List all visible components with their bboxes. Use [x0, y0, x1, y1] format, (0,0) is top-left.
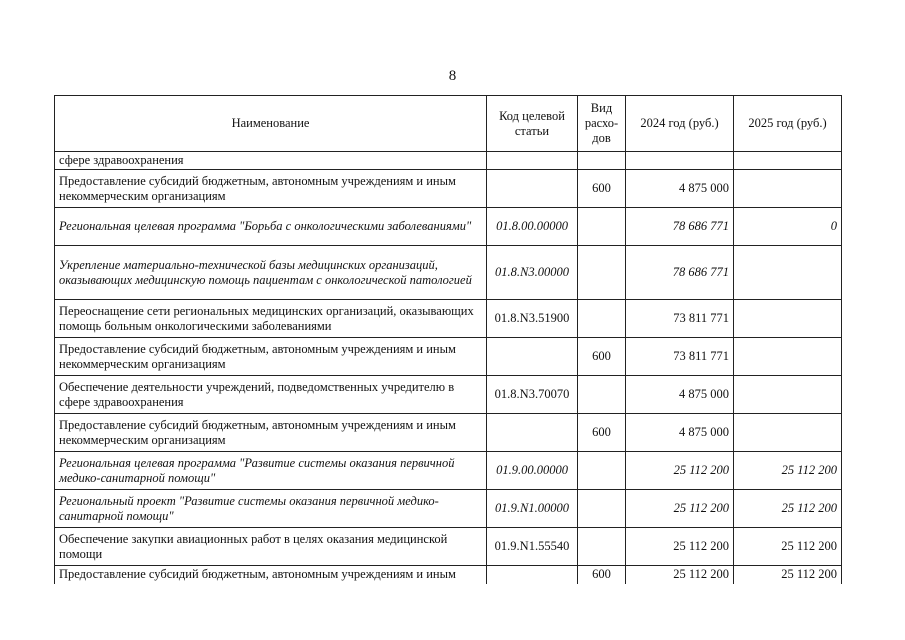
row-2024: 78 686 771 — [626, 246, 734, 300]
header-kind: Вид расхо-дов — [578, 96, 626, 152]
row-name: Региональная целевая программа "Борьба с онкологическими заболеваниями" — [55, 208, 487, 246]
header-code: Код целевой статьи — [487, 96, 578, 152]
row-kind — [578, 208, 626, 246]
row-2024: 73 811 771 — [626, 300, 734, 338]
header-2025: 2025 год (руб.) — [734, 96, 842, 152]
table-row — [55, 338, 842, 376]
row-2025: 25 112 200 — [734, 452, 842, 490]
row-kind: 600 — [578, 338, 626, 376]
row-kind — [578, 528, 626, 566]
table-row — [55, 490, 842, 528]
row-kind — [578, 490, 626, 528]
row-name: Предоставление субсидий бюджетным, автономным учреждениям и иным некоммерческим организациям — [55, 414, 487, 452]
row-code: 01.8.N3.70070 — [487, 376, 578, 414]
table-row — [55, 414, 842, 452]
row-code: 01.9.00.00000 — [487, 452, 578, 490]
row-2025 — [734, 152, 842, 170]
row-kind — [578, 246, 626, 300]
table-row — [55, 528, 842, 566]
row-code — [487, 152, 578, 170]
row-name: Обеспечение закупки авиационных работ в целях оказания медицинской помощи — [55, 528, 487, 566]
row-kind: 600 — [578, 414, 626, 452]
row-name: Региональный проект "Развитие системы оказания первичной медико-санитарной помощи" — [55, 490, 487, 528]
row-name: Предоставление субсидий бюджетным, автономным учреждениям и иным некоммерческим организациям — [55, 338, 487, 376]
row-2025: 25 112 200 — [734, 566, 842, 584]
row-kind — [578, 376, 626, 414]
row-name: Предоставление субсидий бюджетным, автономным учреждениям и иным некоммерческим организациям — [55, 170, 487, 208]
row-code: 01.8.N3.00000 — [487, 246, 578, 300]
table-header-row — [55, 96, 842, 152]
page-number: 8 — [448, 68, 457, 84]
row-code: 01.9.N1.55540 — [487, 528, 578, 566]
header-2024: 2024 год (руб.) — [626, 96, 734, 152]
row-code: 01.8.00.00000 — [487, 208, 578, 246]
row-2024: 4 875 000 — [626, 170, 734, 208]
row-2025 — [734, 170, 842, 208]
row-2024: 25 112 200 — [626, 452, 734, 490]
row-2025: 25 112 200 — [734, 528, 842, 566]
row-kind — [578, 300, 626, 338]
row-2025: 0 — [734, 208, 842, 246]
row-code — [487, 414, 578, 452]
row-2025: 25 112 200 — [734, 490, 842, 528]
table-row — [55, 566, 842, 584]
row-2025 — [734, 300, 842, 338]
row-2024: 78 686 771 — [626, 208, 734, 246]
table-row — [55, 170, 842, 208]
table-row — [55, 246, 842, 300]
row-kind — [578, 152, 626, 170]
row-2024: 25 112 200 — [626, 490, 734, 528]
table-row — [55, 452, 842, 490]
row-2024: 25 112 200 — [626, 566, 734, 584]
table-row — [55, 300, 842, 338]
table-row — [55, 208, 842, 246]
budget-table — [54, 95, 842, 584]
row-name: Обеспечение деятельности учреждений, подведомственных учредителю в сфере здравоохранения — [55, 376, 487, 414]
row-2024: 73 811 771 — [626, 338, 734, 376]
row-code — [487, 170, 578, 208]
table-row — [55, 152, 842, 170]
row-name: Предоставление субсидий бюджетным, автономным учреждениям и иным — [55, 566, 487, 584]
row-name: Укрепление материально-технической базы медицинских организаций, оказывающих медицинскую помощь пациентам с онкологической патологией — [55, 246, 487, 300]
table-row — [55, 376, 842, 414]
row-2025 — [734, 246, 842, 300]
row-2025 — [734, 376, 842, 414]
row-2025 — [734, 414, 842, 452]
row-kind: 600 — [578, 566, 626, 584]
row-2024: 4 875 000 — [626, 376, 734, 414]
row-name: сфере здравоохранения — [55, 152, 487, 170]
row-2024: 4 875 000 — [626, 414, 734, 452]
row-code: 01.8.N3.51900 — [487, 300, 578, 338]
row-code — [487, 566, 578, 584]
row-kind: 600 — [578, 170, 626, 208]
row-2024 — [626, 152, 734, 170]
row-name: Региональная целевая программа "Развитие системы оказания первичной медико-санитарной помощи" — [55, 452, 487, 490]
header-name: Наименование — [55, 96, 487, 152]
row-2025 — [734, 338, 842, 376]
row-name: Переоснащение сети региональных медицинских организаций, оказывающих помощь больным онкологическими заболеваниями — [55, 300, 487, 338]
row-code — [487, 338, 578, 376]
row-2024: 25 112 200 — [626, 528, 734, 566]
row-code: 01.9.N1.00000 — [487, 490, 578, 528]
row-kind — [578, 452, 626, 490]
